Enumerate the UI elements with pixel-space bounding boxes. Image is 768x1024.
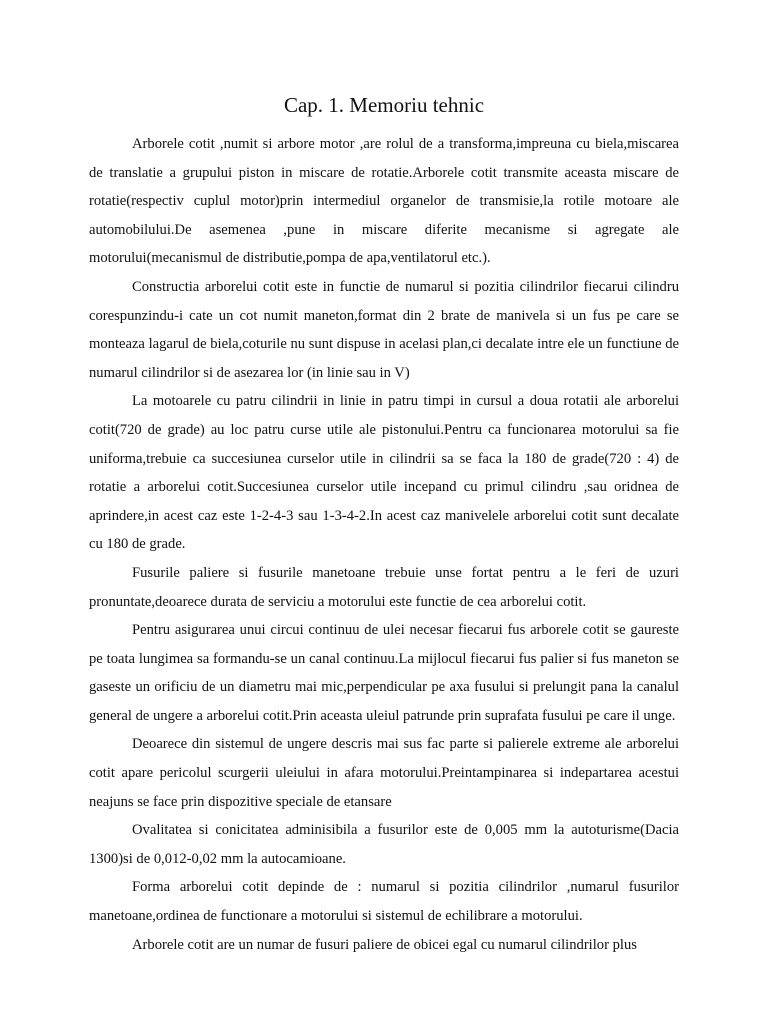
page-title: Cap. 1. Memoriu tehnic: [283, 93, 485, 117]
paragraph-9: Arborele cotit are un numar de fusuri paliere de obicei egal cu numarul cilindrilor plus: [132, 936, 637, 953]
paragraph-3: La motoarele cu patru cilindrii in linie in patru timpi in cursul a doua rotatii ale arborelui cotit(720 de grade) au loc patru curse utile ale pistonului.Pentru ca funcionarea motorului sa fie uniforma,trebuie ca succesiunea curselor utile in cilindrii sa se faca la 180 de grade(720 : 4) de rotatie a arborelui cotit.Succesiunea curselor utile incepand cu primul cilindru ,sau oridnea de aprindere,in acest caz este 1-2-4-3 sau 1-3-4-2.In acest caz manivelele arborelui cotit sunt decalate cu 180 de grade.: [89, 393, 679, 553]
paragraph-1: Arborele cotit ,numit si arbore motor ,are rolul de a transforma,impreuna cu biela,miscarea de translatie a grupului piston in miscare de rotatie.Arborele cotit transmite aceasta miscare de rotatie(respectiv cuplul motor)prin intermediul organelor de transmisie,la rotile motoare ale automobilului.De asemenea ,pune in miscare diferite mecanisme si agregate ale motorului(mecanismul de distributie,pompa de apa,ventilatorul etc.).: [89, 136, 679, 267]
paragraph-4: Fusurile paliere si fusurile manetoane trebuie unse fortat pentru a le feri de uzuri pronuntate,deoarece durata de serviciu a motorului este functie de cea arborelui cotit.: [89, 564, 679, 610]
paragraph-8: Forma arborelui cotit depinde de : numarul si pozitia cilindrilor ,numarul fusurilor manetoane,ordinea de functionare a motorului si sistemul de echilibrare a motorului.: [89, 879, 679, 925]
paragraph-6: Deoarece din sistemul de ungere descris mai sus fac parte si palierele extreme ale arborelui cotit apare pericolul scurgerii uleiului in afara motorului.Preintampinarea si indepartarea acestui neajuns se face prin dispozitive speciale de etansare: [89, 736, 679, 810]
paragraph-5: Pentru asigurarea unui circui continuu de ulei necesar fiecarui fus arborele cotit se gaureste pe toata lungimea sa formandu-se un canal continuu.La mijlocul fiecarui fus palier si fus maneton se gaseste un orificiu de un diametru mai mic,perpendicular pe axa fusului si prelungit pana la canalul general de ungere a arborelui cotit.Prin aceasta uleiul patrunde prin suprafata fusului pe care il unge.: [89, 622, 679, 724]
paragraph-2: Constructia arborelui cotit este in functie de numarul si pozitia cilindrilor fiecarui cilindru corespunzindu-i cate un cot numit maneton,format din 2 brate de manivela si un fus pe care se monteaza lagarul de biela,coturile nu sunt dispuse in acelasi plan,ci decalate intre ele un functiune de numarul cilindrilor si de asezarea lor (in linie sau in V): [89, 278, 679, 381]
paragraph-7: Ovalitatea si conicitatea adminisibila a fusurilor este de 0,005 mm la autoturisme(Dacia 1300)si de 0,012-0,02 mm la autocamioane.: [89, 822, 679, 867]
document-body: [89, 130, 679, 959]
